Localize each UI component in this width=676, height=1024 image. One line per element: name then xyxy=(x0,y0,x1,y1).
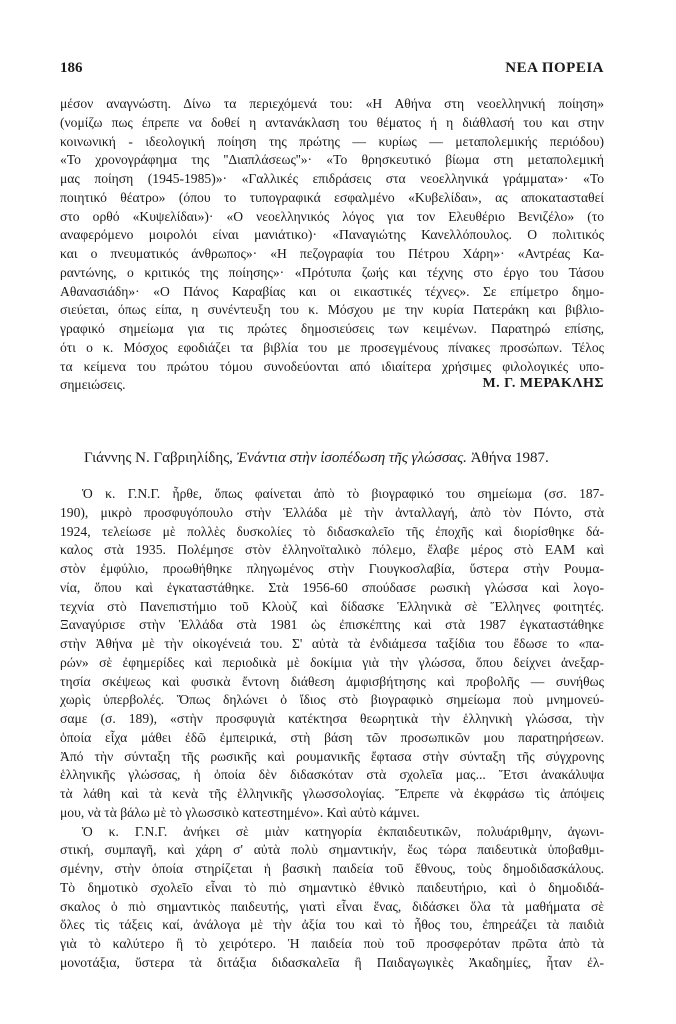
text-line: ἑλληνικῆς γλώσσας, ἡ ὁποία δὲν διδασκόταν στὰ σχολεῖα μας... Ἔτσι ἀνακάλυψα xyxy=(60,767,604,783)
text-line: Ὁ κ. Γ.Ν.Γ. ἀνήκει σὲ μιὰν κατηγορία ἐκπαιδευτικῶν, πολυάριθμην, ἀγωνι- xyxy=(82,823,604,839)
text-line: «Το χρονογράφημα της ''Διαπλάσεως''»· «Το θρησκευτικό βίωμα στη μεταπολεμική xyxy=(60,152,604,168)
text-line: στὸν ἐμφύλιο, προωθήθηκε πληγωμένος στὴν Γιουγκοσλαβία, ὕστερα στὴν Ρουμα- xyxy=(60,561,604,576)
text-line: στο ορθό «Κυψελίδαι»)· «Ο νεοελληνικός λόγος για τον Ελευθέριο Βενιζέλο» (το xyxy=(60,208,604,224)
text-line: σημειώσεις. xyxy=(60,377,126,393)
journal-title: ΝΕΑ ΠΟΡΕΙΑ xyxy=(505,60,604,76)
book-title: Ἐνάντια στὴν ἰσοπέδωση τῆς γλώσσας. xyxy=(236,450,467,466)
page-number: 186 xyxy=(60,60,83,76)
text-line: μέσον αναγνώστη. Δίνω τα περιεχόμενά του: «Η Αθήνα στη νεοελληνική ποίηση» xyxy=(60,96,604,111)
text-line: Ὁ κ. Γ.Ν.Γ. ἦρθε, ὅπως φαίνεται ἀπὸ τὸ βιογραφικό του σημείωμα (σσ. 187- xyxy=(82,486,604,501)
text-line: μονοτάξια, ὕστερα τὰ διτάξια διδασκαλεῖα ἢ Παιδαγωγικὲς Ἀκαδημίες, ἦταν ἐλ- xyxy=(60,954,604,970)
text-line: τησία σκέψεως καὶ φυσικὰ ἔντονη διάθεση ἀμφισβήτησης καὶ προβολῆς — συνήθως xyxy=(60,673,604,689)
text-line: Ἀπό τὴν σύνταξη τῆς ρωσικῆς καὶ ρουμανικῆς ἔφτασα στὴν σύνταξη τῆς σύγχρονης xyxy=(60,748,604,764)
text-line: σκαλος ὁ πιὸ σημαντικὸς παιδευτής, γιατὶ εἶναι ἕνας, διδάσκει ὅλα τὰ μαθήματα σὲ xyxy=(60,898,604,914)
text-line: ποιητικό θέατρο» (όπου το τυπογραφικά εσφαλμένο «Κυβελίδαι», ας αποκατασταθεί xyxy=(60,189,604,205)
text-line: τα κείμενα του πρώτου τόμου συνοδεύονται από ιδιαίτερα χρήσιμες φιλολογικές υπο- xyxy=(60,358,604,374)
text-line: 190), μικρὸ προσφυγόπουλο στὴν Ἑλλάδα μὲ τὴν ἀνταλλαγή, ἀπὸ τὸν Πόντο, στὰ xyxy=(60,504,604,520)
text-line: στική, συμπαγῆ, καὶ χάρη σ' αὐτὰ πολὺ σημαντικήν, ἕως τώρα παιδευτικὰ ὑποβαθμι- xyxy=(60,842,604,858)
text-line: σιεύεται, όπως είπα, η συνέντευξη του κ. Μόσχου με την κυρία Πατεράκη και βιβλιο- xyxy=(60,302,604,318)
book-author: Γιάννης Ν. Γαβριηλίδης, xyxy=(84,450,237,466)
text-line: γιὰ τὸ καλύτερο ἢ τὸ χειρότερο. Ἡ παιδεία ποὺ τοῦ προσφερόταν πρῶτα ἀπὸ τὰ xyxy=(60,936,604,951)
text-line: Αθανασιάδη»· «Ο Πάνος Καραβίας και οι εικαστικές τέχνες». Σε επίμετρο δημο- xyxy=(60,283,604,299)
text-line: γραφικό σημείωμα για τις πρώτες δημοσιεύσεις των κειμένων. Παρατηρώ επίσης, xyxy=(60,321,604,336)
text-line: Ξαναγύρισε στὴν Ἑλλάδα στὰ 1981 ὡς ἐπισκέπτης καὶ στὰ 1987 ἐγκαταστάθηκε xyxy=(60,617,604,633)
text-line: σαμε (σ. 189), «στὴν προσφυγιὰ κατέκτησα θεωρητικὰ τὴν ἑλληνικὴ γλώσσα, τὴν xyxy=(60,711,604,726)
text-line: τεχνία στὸ Πανεπιστήμιο τοῦ Κλοὺζ καὶ δίδασκε Ἑλληνικὰ σὲ Ἕλληνες φοιτητές. xyxy=(60,598,604,614)
text-line: τὰ λάθη καὶ τὰ κενὰ τῆς ἑλληνικῆς γλωσσολογίας. Ἔπρεπε νὰ ἐκφράσω τὶς ἀπόψεις xyxy=(60,786,604,801)
text-line: (νομίζω πως έπρεπε να δοθεί η αντανάκλαση του θέματος ή η διάθλασή του και στην xyxy=(60,114,604,130)
review-2-text xyxy=(60,485,604,973)
text-line: 1924, τελείωσε μὲ πολλὲς δυσκολίες τὸ διδασκαλεῖο τῆς ἐποχῆς καὶ διορίσθηκε δά- xyxy=(60,523,604,539)
text-line: ότι ο κ. Μόσχος εφοδιάζει τα βιβλία του με προσεγμένους πίνακες προσώπων. Τέλος xyxy=(60,339,604,355)
text-line: ρών» σὲ ἐφημερίδες καὶ περιοδικὰ μὲ δοκίμια γιὰ τὴν γλώσσα, ὅπου δείχνει ἀνεξαρ- xyxy=(60,654,604,670)
review-1-text xyxy=(60,95,604,395)
text-line: αναφερόμενο μοιρολόι είναι μανιάτικο)· «Παναγιώτης Κανελλόπουλος. Ο πολιτικός xyxy=(60,227,604,243)
text-line: νία, ὅπου καὶ ἐγκαταστάθηκε. Στὰ 1956-60 σπούδασε ρωσικὴ γλώσσα καὶ λογο- xyxy=(60,579,604,595)
text-line: ὁποία εἶχα μάθει ἐδῶ ἐμπειρικά, στὴ βάση τῶν προσωπικῶν μου παρατηρήσεων. xyxy=(60,729,604,745)
text-line: κοινωνική - ιδεολογική ποίηση της πρώτης — κυρίως — μεταπολεμικής περιόδου) xyxy=(60,133,604,149)
book-place-year: Ἀθήνα 1987. xyxy=(466,450,549,466)
text-line: Τὸ δημοτικὸ σχολεῖο εἶναι τὸ πιὸ σημαντικὸ ἐθνικὸ παιδευτήριο, καὶ ὁ δημοδιδά- xyxy=(60,879,604,895)
text-line: χωρὶς ὑπερβολές. Ὅπως δηλώνει ὁ ἴδιος στὸ βιογραφικὸ σημείωμα ποὺ μνημονεύ- xyxy=(60,692,604,708)
text-line: στὴν Ἀθήνα μὲ τὴν οἰκογένειά του. Σ' αὐτὰ τὰ ἐνδιάμεσα ταξίδια του ἔδωσε το «πα- xyxy=(60,636,604,651)
text-line: ραντώνης, ο κριτικός της ποίησης»· «Πρότυπα ζωής και τέχνης στο έργο του Τάσου xyxy=(60,264,604,280)
text-line: μου, νὰ τὰ βάλω μὲ τὸ γλωσσικὸ κατεστημένο». Καὶ αὐτὸ κάμνει. xyxy=(60,804,420,820)
text-line: ὅλες τὶς τάξεις καί, ἀνάλογα μὲ τὴν ἀξία του καὶ τὸ ἦθος του, ἐπηρεάζει τὰ παιδιὰ xyxy=(60,917,604,933)
review-2-title xyxy=(84,450,604,467)
reviewer-signature: Μ. Γ. ΜΕΡΑΚΛΗΣ xyxy=(482,376,604,391)
text-line: καλος στὰ 1935. Πολέμησε στὸν ἑλληνοϊταλικὸ πόλεμο, ἔλαβε μέρος στὸ ΕΑΜ καὶ xyxy=(60,542,604,558)
text-line: μας ποίηση (1945-1985)»· «Γαλλικές επιδράσεις στα νεοελληνικά γράμματα»· «Το xyxy=(60,171,604,186)
text-line: και ο πνευματικός άνθρωπος»· «Η πεζογραφία του Πέτρου Χάρη»· «Αντρέας Κα- xyxy=(60,246,604,261)
text-line: σμένην, στὴν ὁποία στηρίζεται ἡ βασικὴ παιδεία τοῦ ἔθνους, τοὺς δημοδιδασκάλους. xyxy=(60,861,604,876)
